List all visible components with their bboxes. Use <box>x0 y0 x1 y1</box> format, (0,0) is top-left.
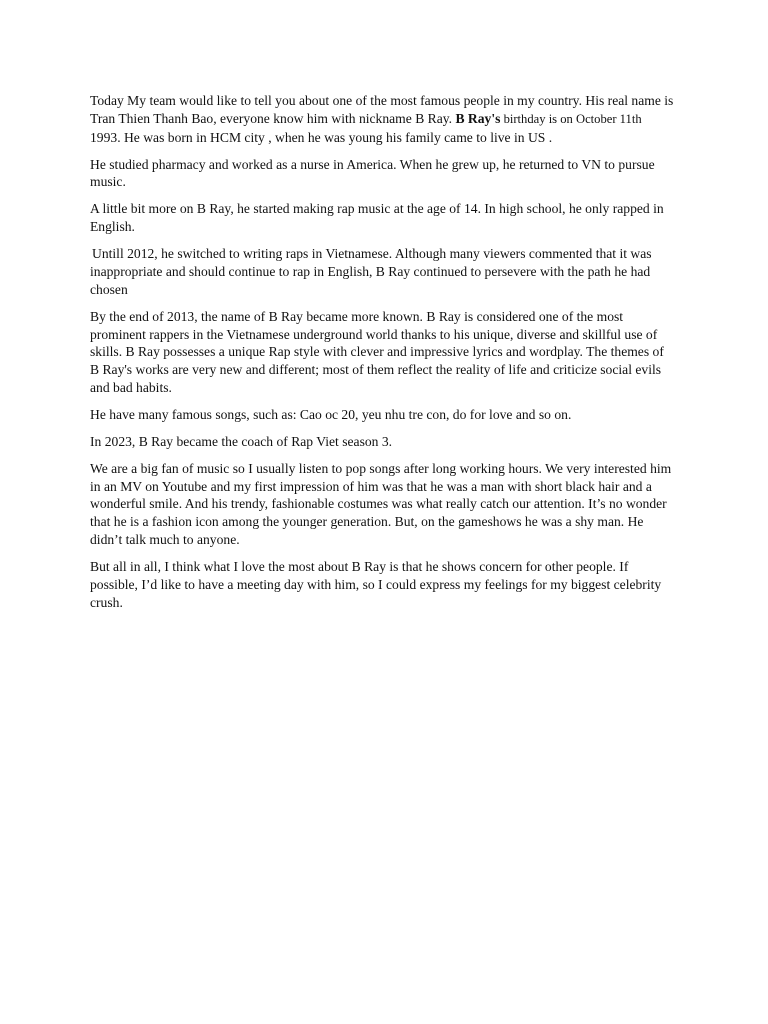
paragraph-intro <box>90 92 675 146</box>
nickname-bold-text: B Ray's <box>455 110 501 126</box>
birthday-text: birthday is on October 11th <box>500 111 642 126</box>
paragraph-pharmacy: He studied pharmacy and worked as a nurse in America. When he grew up, he returned to VN to pursue music. <box>90 156 655 190</box>
paragraph-intro-text-2: 1993. He was born in HCM city , when he was young his family came to live in US . <box>90 129 553 145</box>
paragraph-2023: In 2023, B Ray became the coach of Rap Viet season 3. <box>90 433 393 449</box>
paragraph-rap-start: A little bit more on B Ray, he started making rap music at the age of 14. In high school, he only rapped in English. <box>90 201 664 235</box>
paragraph-songs: He have many famous songs, such as: Cao oc 20, yeu nhu tre con, do for love and so on. <box>90 406 572 422</box>
paragraph-2013: By the end of 2013, the name of B Ray became more known. B Ray is considered one of the most prominent rappers in the Vietnamese underground world thanks to his unique, diverse and skillful use of skills. B Ray possesses a unique Rap style with clever and impressive lyrics and wordplay. The themes of B Ray's works are very new and different; most of them reflect the reality of life and criticize social evils and bad habits. <box>90 308 664 395</box>
paragraph-fan: We are a big fan of music so I usually listen to pop songs after long working hours. We very interested him in an MV on Youtube and my first impression of him was that he was a man with short black hair and a wonderful smile. And his trendy, fashionable costumes was what really catch our attention. It’s no wonder that he is a fashion icon among the younger generation. But, on the gameshows he was a shy man. He didn’t talk much to anyone. <box>90 460 672 548</box>
paragraph-2012: Untill 2012, he switched to writing raps in Vietnamese. Although many viewers commented that it was inappropriate and should continue to rap in English, B Ray continued to persevere with the path he had chosen <box>90 246 652 297</box>
paragraph-conclusion: But all in all, I think what I love the most about B Ray is that he shows concern for other people. If possible, I’d like to have a meeting day with him, so I could express my feelings for my biggest celebrity crush. <box>90 559 662 610</box>
document-body <box>90 92 675 621</box>
paragraph-intro-text-1: Today My team would like to tell you about one of the most famous people in my country. His real name is Tran Thien Thanh Bao, everyone know him with nickname B Ray. <box>90 93 674 126</box>
